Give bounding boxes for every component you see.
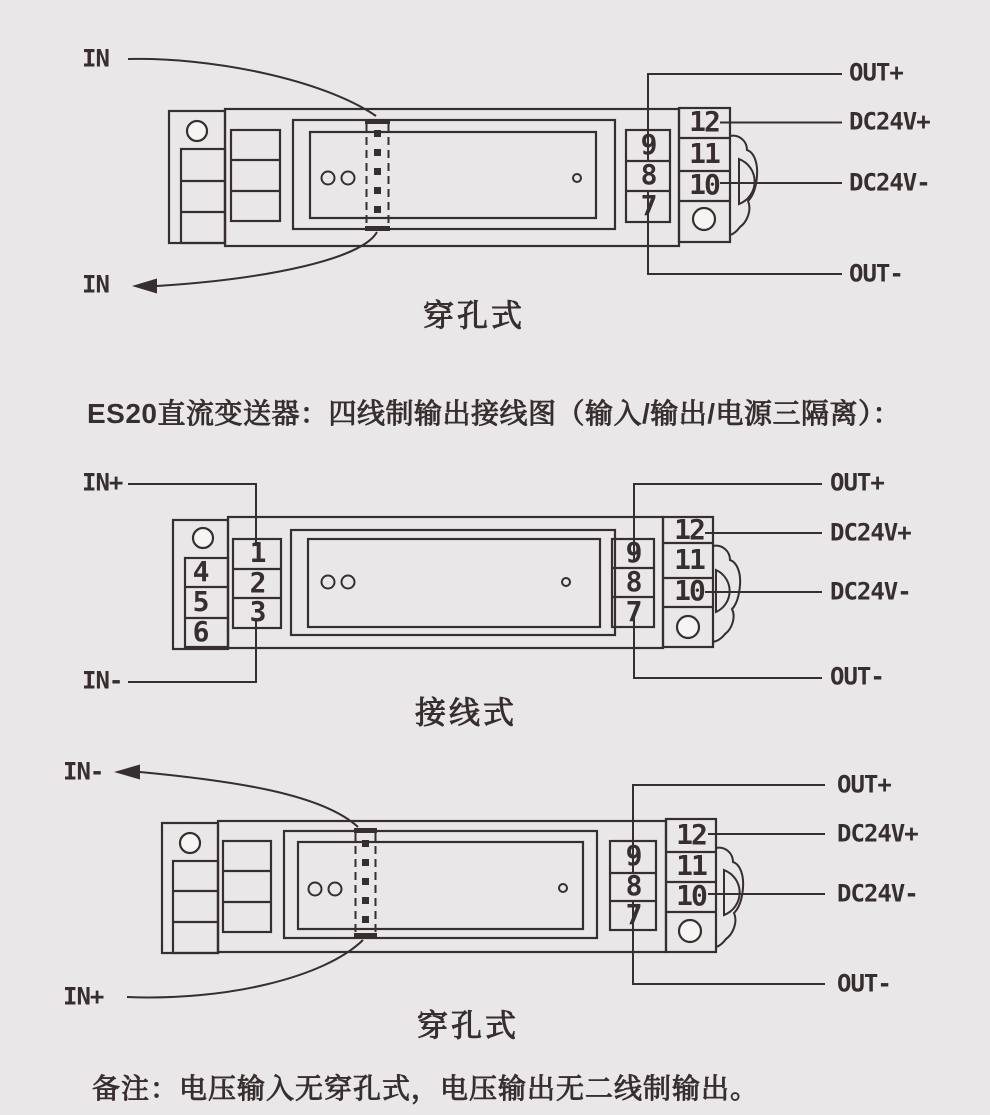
d0-terminal-9: 9 <box>640 128 656 162</box>
slot-dot <box>374 187 381 194</box>
mounting-hole <box>679 920 701 942</box>
through-hole-slot <box>354 828 377 938</box>
device-body-strip <box>228 517 663 648</box>
wire-in-bottom <box>157 232 377 286</box>
led-hole <box>342 576 355 589</box>
d1-terminal-6: 6 <box>192 615 208 649</box>
second-terminal-column <box>231 130 280 221</box>
slot-cap-top <box>365 119 390 124</box>
slot-dot <box>374 206 381 213</box>
slot-cap-bottom <box>365 226 390 231</box>
d1-terminal-11: 11 <box>674 543 704 577</box>
slot-dot <box>374 149 381 156</box>
diagram-bottom-device <box>114 765 825 998</box>
wire-in-top <box>140 772 358 827</box>
d1-terminal-5: 5 <box>192 585 208 619</box>
d2-out-minus-label: OUT- <box>837 969 891 998</box>
d1-input-bottom-label: IN- <box>82 666 123 695</box>
mounting-hole <box>180 833 200 853</box>
d0-terminal-8: 8 <box>640 158 656 192</box>
adjust-hole <box>562 578 570 586</box>
d1-terminal-9: 9 <box>625 536 641 570</box>
d0-terminal-12: 12 <box>689 105 719 139</box>
d0-out-minus-label: OUT- <box>849 259 903 288</box>
slot-dot <box>362 859 369 866</box>
wire-in-top <box>128 59 376 116</box>
d2-terminal-7: 7 <box>625 898 641 932</box>
led-hole <box>322 576 335 589</box>
din-clip-crescent <box>739 159 755 204</box>
din-clip-wave <box>730 136 757 235</box>
slot-cap-bottom <box>354 933 377 938</box>
d2-dc24v-plus-label: DC24V+ <box>837 819 918 848</box>
diagram-top-device <box>128 59 842 294</box>
led-hole <box>309 883 322 896</box>
left-terminal-column <box>173 861 218 953</box>
d1-terminal-3: 3 <box>249 595 265 629</box>
device-body-strip <box>218 821 666 952</box>
d1-dc24v-plus-label: DC24V+ <box>830 518 911 547</box>
slot-cap-top <box>354 828 377 833</box>
wire-out-minus <box>648 191 842 274</box>
d0-terminal-11: 11 <box>689 137 719 171</box>
adjust-hole <box>559 884 567 892</box>
d1-dc24v-minus-label: DC24V- <box>830 577 911 606</box>
main-body-outer <box>293 120 615 229</box>
left-terminal-column <box>181 149 225 243</box>
slot-dot <box>374 130 381 137</box>
main-body-outer <box>291 530 615 635</box>
d2-terminal-11: 11 <box>676 849 706 883</box>
second-terminal-column <box>223 841 271 932</box>
wire-out-plus <box>648 74 842 161</box>
d2-terminal-10: 10 <box>676 879 706 913</box>
d2-caption: 穿孔式 <box>417 1008 519 1044</box>
d1-terminal-1: 1 <box>249 536 265 570</box>
d1-terminal-8: 8 <box>625 565 641 599</box>
d2-dc24v-minus-label: DC24V- <box>837 879 918 908</box>
d2-terminal-8: 8 <box>625 869 641 903</box>
led-hole <box>342 172 355 185</box>
d1-caption: 接线式 <box>415 695 517 731</box>
led-hole <box>322 172 335 185</box>
d0-terminal-7: 7 <box>640 189 656 223</box>
d2-input-bottom-label: IN+ <box>63 982 104 1011</box>
mounting-hole <box>193 528 213 548</box>
wire-out-plus <box>633 785 825 873</box>
d0-input-top-label: IN <box>82 44 109 73</box>
d1-terminal-12: 12 <box>674 513 704 547</box>
slot-dot <box>362 897 369 904</box>
led-hole <box>329 883 342 896</box>
slot-dot <box>362 840 369 847</box>
d1-out-minus-label: OUT- <box>830 662 884 691</box>
slot-dot <box>362 878 369 885</box>
adjust-hole <box>573 174 581 182</box>
through-hole-slot <box>365 119 390 231</box>
section-heading: ES20直流变送器：四线制输出接线图（输入/输出/电源三隔离）： <box>87 398 902 429</box>
arrowhead-left <box>132 279 157 294</box>
main-body-inner <box>308 539 600 627</box>
d1-terminal-7: 7 <box>625 595 641 629</box>
d0-caption: 穿孔式 <box>423 298 525 334</box>
d1-out-plus-label: OUT+ <box>830 468 884 497</box>
d2-out-plus-label: OUT+ <box>837 770 891 799</box>
mounting-hole <box>677 616 699 638</box>
d0-dc24v-minus-label: DC24V- <box>849 168 930 197</box>
slot-dot <box>374 168 381 175</box>
mounting-hole <box>693 208 715 230</box>
d0-dc24v-plus-label: DC24V+ <box>849 107 930 136</box>
remark-note: 备注：电压输入无穿孔式，电压输出无二线制输出。 <box>92 1073 760 1104</box>
d1-terminal-2: 2 <box>249 566 265 600</box>
d0-input-bottom-label: IN <box>82 270 109 299</box>
din-clip-wave <box>713 546 740 642</box>
arrowhead-left <box>114 765 140 780</box>
d0-terminal-10: 10 <box>689 168 719 202</box>
d1-terminal-10: 10 <box>674 574 704 608</box>
slot-dot <box>362 916 369 923</box>
d1-terminal-4: 4 <box>192 555 208 589</box>
d1-input-top-label: IN+ <box>82 468 123 497</box>
d0-out-plus-label: OUT+ <box>849 58 903 87</box>
d2-terminal-9: 9 <box>625 839 641 873</box>
diagram-middle-device <box>128 484 822 682</box>
mounting-hole <box>187 121 207 141</box>
d2-terminal-12: 12 <box>676 818 706 852</box>
d2-input-top-label: IN- <box>63 757 104 786</box>
